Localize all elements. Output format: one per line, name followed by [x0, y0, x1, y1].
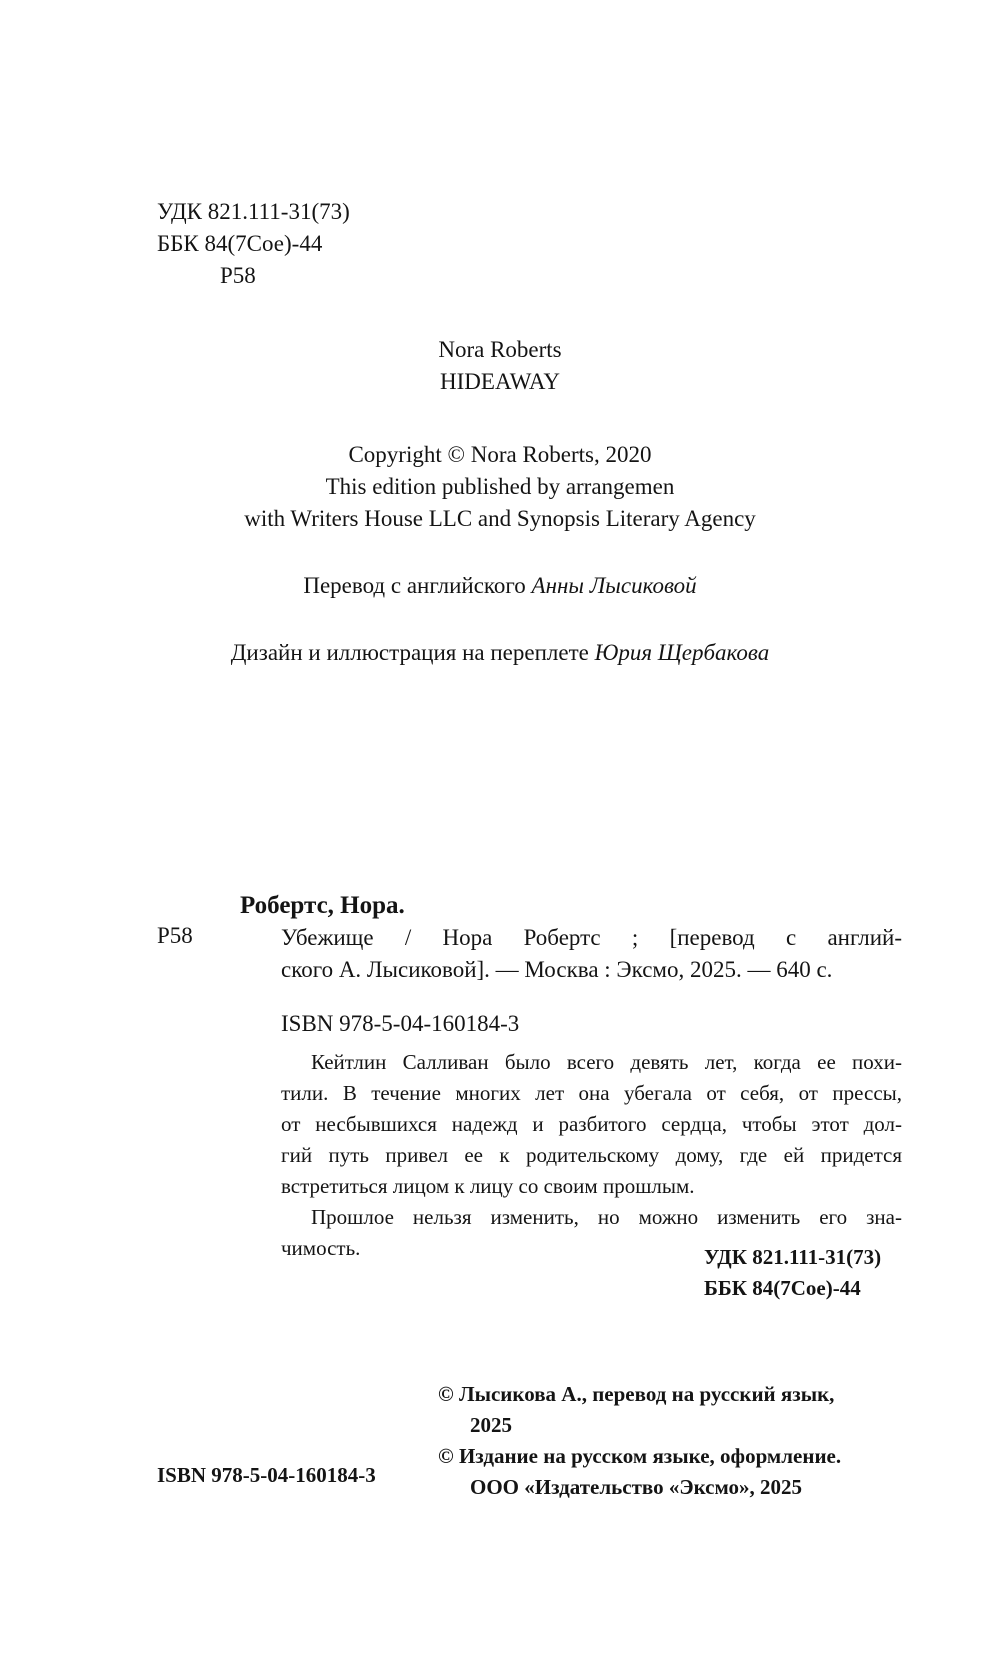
footer-copyrights — [438, 1379, 841, 1503]
translator-name: Анны Лысиковой — [531, 573, 697, 598]
copyright-line-1: Copyright © Nora Roberts, 2020 — [348, 442, 652, 467]
author-mark: Р58 — [220, 263, 256, 288]
copyright-line-3: with Writers House LLC and Synopsis Literary Agency — [244, 506, 756, 531]
catalog-author-mark: Р58 — [157, 923, 193, 948]
annotation-line: тили. В течение многих лет она убегала от себя, от прессы, — [281, 1081, 902, 1105]
original-author: Nora Roberts — [438, 337, 562, 362]
catalog-bibliographic-description — [281, 922, 902, 986]
designer-credit — [0, 637, 1000, 669]
copyright-notice — [0, 439, 1000, 535]
translator-credit — [0, 570, 1000, 602]
designer-name: Юрия Щербакова — [594, 640, 770, 665]
footer-isbn: ISBN 978-5-04-160184-3 — [157, 1463, 376, 1487]
catalog-bbk: ББК 84(7Сое)-44 — [704, 1276, 861, 1300]
design-label: Дизайн и иллюстрация на переплете — [230, 640, 589, 665]
catalog-index-codes — [704, 1242, 881, 1304]
catalog-author-heading: Робертс, Нора. — [240, 892, 405, 919]
annotation-line: чимость. — [281, 1236, 361, 1260]
copyright-line-2: This edition published by arrangemen — [325, 474, 675, 499]
annotation-line: Кейтлин Салливан было всего девять лет, когда ее похи- — [311, 1050, 902, 1074]
catalog-udc: УДК 821.111-31(73) — [704, 1245, 882, 1269]
original-title-block — [0, 334, 1000, 398]
annotation-line: Прошлое нельзя изменить, но можно изменить его зна- — [311, 1205, 902, 1229]
translation-label: Перевод с английского — [303, 573, 526, 598]
classification-codes — [157, 196, 350, 292]
annotation-line: встретиться лицом к лицу со своим прошлым. — [281, 1174, 695, 1198]
publisher-copyright: ООО «Издательство «Эксмо», 2025 — [470, 1475, 803, 1499]
catalog-isbn: ISBN 978-5-04-160184-3 — [281, 1011, 520, 1036]
translation-copyright-year: 2025 — [470, 1413, 512, 1437]
annotation-line: гий путь привел ее к родительскому дому, где ей придется — [281, 1143, 902, 1167]
udc-code: УДК 821.111-31(73) — [157, 199, 350, 224]
original-title: HIDEAWAY — [440, 369, 560, 394]
translation-copyright: © Лысикова А., перевод на русский язык, — [438, 1382, 835, 1406]
bbk-code: ББК 84(7Сое)-44 — [157, 231, 323, 256]
annotation — [281, 1047, 902, 1264]
bib-line-1: Убежище / Нора Робертс ; [перевод с англий- — [281, 925, 902, 950]
bib-line-2: ского А. Лысиковой]. — Москва : Эксмо, 2025. — 640 с. — [281, 957, 833, 982]
edition-copyright: © Издание на русском языке, оформление. — [438, 1444, 842, 1468]
annotation-line: от несбывшихся надежд и разбитого сердца, чтобы этот дол- — [281, 1112, 902, 1136]
